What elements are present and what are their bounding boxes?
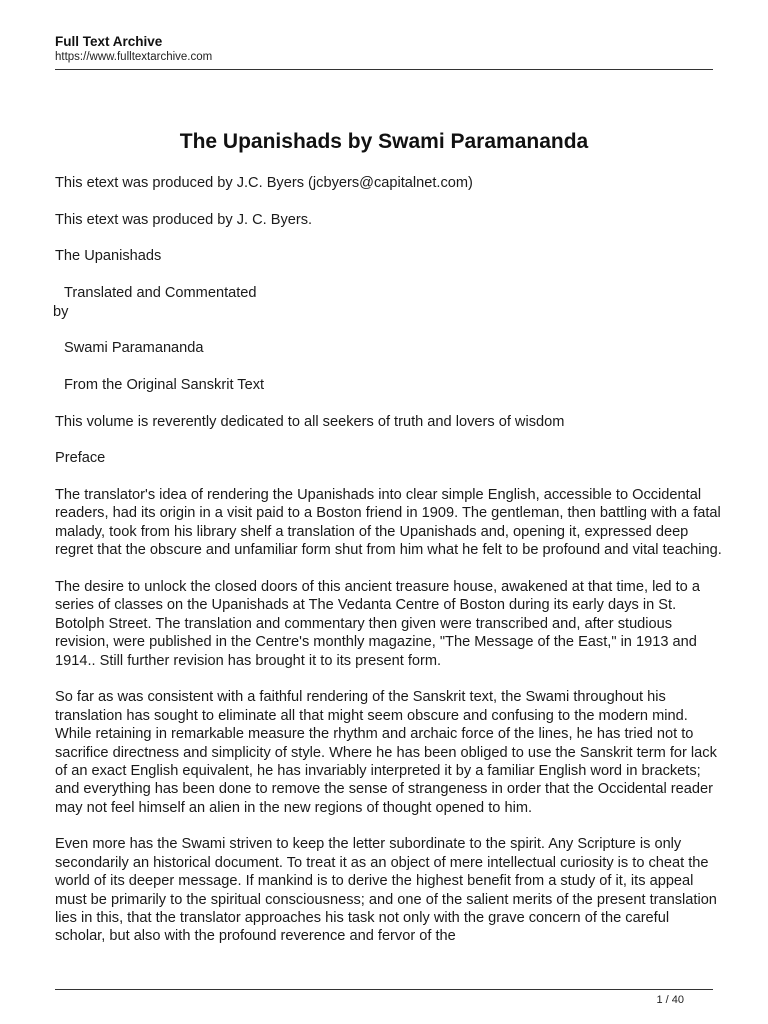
footer-divider bbox=[55, 989, 713, 990]
by-line: by bbox=[53, 303, 69, 320]
source-line: From the Original Sanskrit Text bbox=[64, 376, 265, 393]
document-body bbox=[55, 174, 723, 964]
body-paragraph: Even more has the Swami striven to keep the letter subordinate to the spirit. Any Scripture is only secondarily an historical document. To treat it as an object of mere intellectual curiosity is to cheat the world of its deeper message. If mankind is to derive the highest benefit from a study of it, its appeal must be primarily to the spiritual consciousness; and one of the salient merits of the present translation lies in this, that the translator approaches his task not only with the grave concern of the careful scholar, but also with the profound reverence and fervor of the bbox=[55, 836, 717, 945]
site-name: Full Text Archive bbox=[55, 34, 163, 49]
document-title: The Upanishads by Swami Paramananda bbox=[179, 130, 589, 153]
site-url[interactable]: https://www.fulltextarchive.com bbox=[55, 51, 213, 63]
body-paragraph: So far as was consistent with a faithful rendering of the Sanskrit text, the Swami throughout his translation has sought to eliminate all that might seem obscure and confusing to the modern mind. While retaining in remarkable measure the rhythm and archaic force of the lines, he has tried not to sacrifice directness and simplicity of style. Where he has been obliged to use the Sanskrit term for lack of an exact English equivalent, he has invariably interpreted it by a familiar English word in brackets; and everything has been done to remove the sense of strangeness in order that the Occidental reader may not feel himself an alien in the new regions of thought opened to him. bbox=[55, 689, 717, 816]
body-paragraph: The translator's idea of rendering the Upanishads into clear simple English, accessible to Occidental readers, had its origin in a visit paid to a Boston friend in 1909. The gentleman, then battling with a fatal malady, took from his library shelf a translation of the Upanishads and, opening it, expressed deep regret that the obscure and unfamiliar form shut from him what he felt to be profound and vital teaching. bbox=[55, 487, 722, 559]
author-line: Swami Paramananda bbox=[64, 340, 204, 357]
page-header bbox=[55, 34, 713, 64]
body-paragraph: The desire to unlock the closed doors of this ancient treasure house, awakened at that time, led to a series of classes on the Upanishads at The Vedanta Centre of Boston during its early days in St. Botolph Street. The translation and commentary then given were transcribed and, after studious revision, were published in the Centre's monthly magazine, "The Message of the East," in 1913 and 1914.. Still further revision has brought it to its present form. bbox=[55, 578, 700, 669]
page-indicator: 1 / 40 bbox=[656, 994, 684, 1006]
production-note: This etext was produced by J. C. Byers. bbox=[55, 211, 313, 228]
book-title-line: The Upanishads bbox=[55, 248, 162, 265]
header-divider bbox=[55, 69, 713, 70]
dedication-line: This volume is reverently dedicated to all seekers of truth and lovers of wisdom bbox=[55, 413, 565, 430]
production-note: This etext was produced by J.C. Byers (jcbyers@capitalnet.com) bbox=[55, 175, 473, 191]
preface-heading: Preface bbox=[55, 450, 106, 467]
translated-line: Translated and Commentated bbox=[64, 285, 257, 302]
